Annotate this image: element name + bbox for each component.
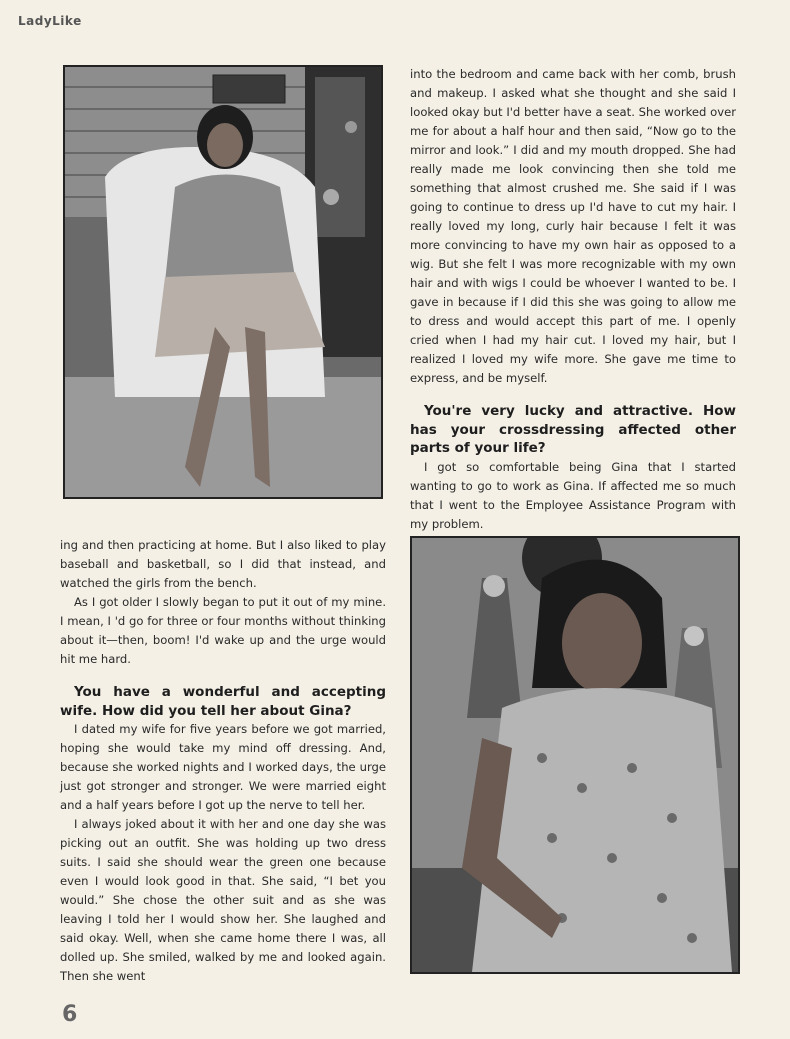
paragraph: I dated my wife for five years before we got married, hoping she would take my mind off dressing. And, because she worked nights and I worked days, the urge just got stronger and stronger. We were married eight and a half years before I got up the nerve to tell her. <box>60 722 386 812</box>
photo-standing-floral-dress <box>410 536 740 974</box>
paragraph: I always joked about it with her and one day she was picking out an outfit. She was holding up two dress suits. I said she should wear the green one because even I would look good in that. She said, “I bet you would.” She chose the other suit and as she was leaving I told her I would show her. She laughed and said okay. Well, when she came home there I was, all dolled up. She smiled, walked by me and looked again. Then she went <box>60 817 386 983</box>
magazine-masthead: LadyLike <box>18 14 82 28</box>
paragraph: ing and then practicing at home. But I also liked to play baseball and basketball, so I did that instead, and watched the girls from the bench. <box>60 538 386 590</box>
paragraph: I got so comfortable being Gina that I started wanting to go to work as Gina. If affected me so much that I went to the Employee Assistance Program with my problem. <box>410 459 736 531</box>
article-column-bottom-left <box>60 536 386 986</box>
paragraph: As I got older I slowly began to put it out of my mine. I mean, I 'd go for three or four months without thinking about it—then, boom! I'd wake up and the urge would hit me hard. <box>60 595 386 666</box>
article-column-top-right <box>410 65 736 534</box>
interview-question: You're very lucky and attractive. How has your crossdressing affected other parts of your life? <box>410 403 736 456</box>
paragraph: into the bedroom and came back with her comb, brush and makeup. I asked what she thought and she said I looked okay but I'd better have a seat. She worked over me for about a half hour and then said, “Now go to the mirror and look.” I did and my mouth dropped. She had really made me look convincing then she told me something that almost crushed me. She said if I was going to continue to dress up I'd have to cut my hair. I really loved my long, curly hair because I felt it was more convincing to have my own hair as opposed to a wig. But she felt I was more recognizable with my own hair and with wigs I could be whoever I wanted to be. I gave in because if I did this she was going to allow me to dress and would accept this part of me. I openly cried when I had my hair cut. I loved my hair, but I realized I loved my wife more. She gave me time to express, and be myself. <box>410 67 736 385</box>
interview-question: You have a wonderful and accepting wife. How did you tell her about Gina? <box>60 684 386 719</box>
page-number: 6 <box>62 1002 78 1027</box>
photo-seated-armchair <box>63 65 383 499</box>
